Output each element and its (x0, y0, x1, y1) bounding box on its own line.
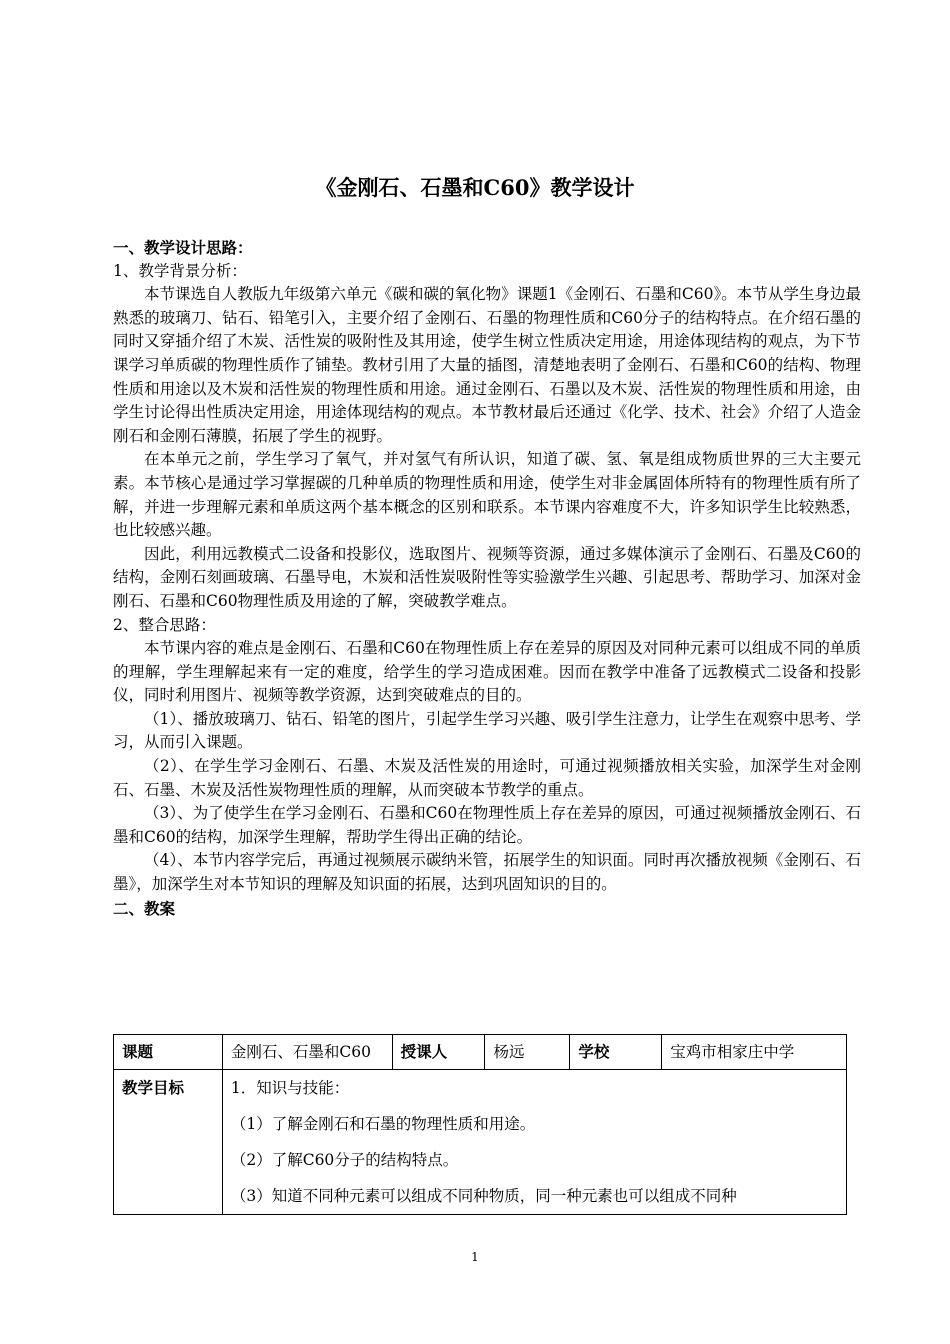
list-item-2: （2）、在学生学习金刚石、石墨、木炭及活性炭的用途时，可通过视频播放相关实验，加深学生对金刚石、石墨、木炭及活性炭物理性质的理解，从而突破本节教学的重点。 (113, 757, 861, 799)
document-title: 《金刚石、石墨和C60》教学设计 (315, 175, 635, 200)
teacher-label: 授课人 (392, 1035, 485, 1070)
goal-line: 1．知识与技能： (230, 1079, 350, 1097)
section-heading-design-ideas: 一、教学设计思路： (113, 238, 253, 257)
list-item-4: （4）、本节内容学完后，再通过视频展示碳纳米管，拓展学生的知识面。同时再次播放视频《金刚石、石墨》，加深学生对本节知识的理解及知识面的拓展，达到巩固知识的目的。 (113, 851, 861, 894)
page-number: 1 (471, 1250, 479, 1264)
subheading-integration: 2、整合思路： (113, 615, 216, 634)
list-item-1: （1）、播放玻璃刀、钻石、铅笔的图片，引起学生学习兴趣、吸引学生注意力，让学生在观察中思考、学习，从而引入课题。 (113, 709, 861, 752)
topic-value: 金刚石、石墨和C60 (222, 1035, 392, 1070)
paragraph-background-2: 在本单元之前，学生学习了氧气，并对氢气有所认识，知道了碳、氢、氧是组成物质世界的三大主要元素。本节核心是通过学习掌握碳的几种单质的物理性质和用途，使学生对非金属固体所特有的物理性质有所了解，并进一步理解元素和单质这两个基本概念的区别和联系。本节课内容难度不大，许多知识学生比较熟悉，也比较感兴趣。 (113, 450, 861, 540)
lesson-plan-table (113, 1034, 847, 1215)
subheading-background: 1、教学背景分析： (113, 261, 247, 280)
goal-content (222, 1070, 846, 1215)
list-item-3: （3）、为了使学生在学习金刚石、石墨和C60在物理性质上存在差异的原因，可通过视频播放金刚石、石墨和C60的结构，加深学生理解，帮助学生得出正确的结论。 (113, 804, 861, 846)
school-value: 宝鸡市相家庄中学 (662, 1035, 847, 1070)
school-label: 学校 (570, 1035, 662, 1070)
goal-line: （2）了解C60分子的结构特点。 (230, 1151, 459, 1169)
table-row (114, 1070, 847, 1215)
goal-line: （3）知道不同种元素可以组成不同种物质，同一种元素也可以组成不同种 (230, 1187, 737, 1205)
teacher-value: 杨远 (485, 1035, 570, 1070)
section-heading-lesson-plan: 二、教案 (113, 898, 176, 918)
topic-label: 课题 (114, 1035, 223, 1070)
paragraph-integration: 本节课内容的难点是金刚石、石墨和C60在物理性质上存在差异的原因及对同种元素可以组成不同的单质的理解，学生理解起来有一定的难度，给学生的学习造成困难。因而在教学中准备了远教模式二设备和投影仪，同时利用图片、视频等教学资源，达到突破难点的目的。 (113, 639, 861, 705)
paragraph-background-3: 因此，利用远教模式二设备和投影仪，选取图片、视频等资源，通过多媒体演示了金刚石、石墨及C60的结构，金刚石刻画玻璃、石墨导电，木炭和活性炭吸附性等实验激学生兴趣、引起思考、帮助学习、加深对金刚石、石墨和C60物理性质及用途的了解，突破教学难点。 (113, 544, 861, 610)
paragraph-background-1: 本节课选自人教版九年级第六单元《碳和碳的氧化物》课题1《金刚石、石墨和C60》。本节从学生身边最熟悉的玻璃刀、钻石、铅笔引入，主要介绍了金刚石、石墨的物理性质和C60分子的结构特点。在介绍石墨的同时又穿插介绍了木炭、活性炭的吸附性及其用途，使学生树立性质决定用途，用途体现结构的观点，为下节课学习单质碳的物理性质作了铺垫。教材引用了大量的插图，清楚地表明了金刚石、石墨和C60的结构、物理性质和用途以及木炭和活性炭的物理性质和用途。通过金刚石、石墨以及木炭、活性炭的物理性质和用途，由学生讨论得出性质决定用途，用途体现结构的观点。本节教材最后还通过《化学、技术、社会》介绍了人造金刚石和金刚石薄膜，拓展了学生的视野。 (113, 285, 861, 445)
document-body (113, 236, 861, 920)
goal-label: 教学目标 (114, 1070, 223, 1215)
table-row (114, 1035, 847, 1070)
goal-line: （1）了解金刚石和石墨的物理性质和用途。 (230, 1115, 536, 1133)
